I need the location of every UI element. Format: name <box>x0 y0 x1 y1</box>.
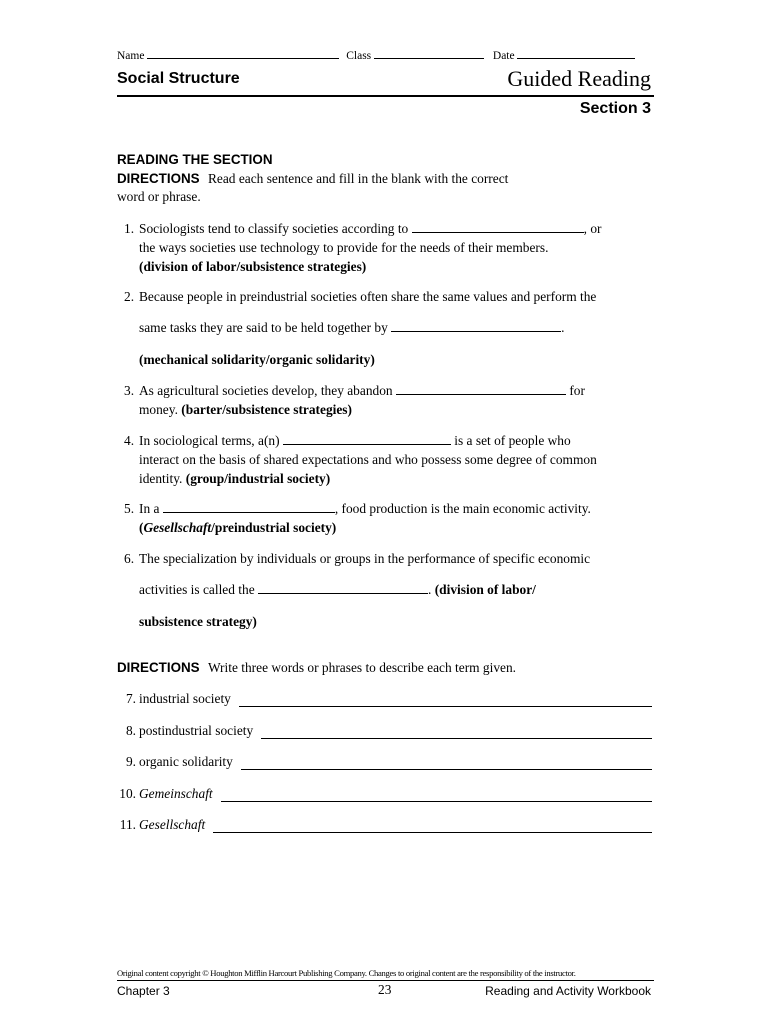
term-number: 9. <box>125 754 136 769</box>
answer-blank-2[interactable] <box>391 319 561 332</box>
term-answer-line[interactable] <box>239 706 652 707</box>
term-row <box>0 691 768 711</box>
question-3: 3. As agricultural societies develop, they abandon for money. (barter/subsistence strategies) <box>124 383 585 417</box>
name-label: Name <box>117 50 145 62</box>
terms-directions <box>117 660 516 676</box>
guided-reading-title: Guided Reading <box>507 66 651 91</box>
term-row <box>0 754 768 774</box>
question-number: 6. <box>124 551 135 566</box>
answer-blank-1[interactable] <box>412 220 584 233</box>
date-label: Date <box>492 50 515 62</box>
hint-2: (mechanical solidarity/organic solidarity) <box>139 352 375 367</box>
question-6: 6. The specialization by individuals or groups in the performance of specific economic activities is called the . (division of labor/ subsistence strategy) <box>124 550 134 569</box>
question-number: 1. <box>124 221 135 236</box>
term-label: organic solidarity <box>139 754 233 769</box>
term-row <box>0 817 768 837</box>
hint-3: (barter/subsistence strategies) <box>181 402 352 417</box>
term-number: 11. <box>119 817 136 832</box>
term-label: Gemeinschaft <box>139 785 213 801</box>
class-label: Class <box>346 50 372 62</box>
term-number: 7. <box>125 691 136 706</box>
terms-directions-text: Write three words or phrases to describe each term given. <box>207 660 517 675</box>
question-number: 3. <box>124 383 135 398</box>
question-5: 5. In a , food production is the main economic activity. (Gesellschaft/preindustrial society) <box>124 500 134 519</box>
term-label: postindustrial society <box>139 722 254 738</box>
question-1: 1. Sociologists tend to classify societies according to , or the ways societies use technology to provide for the needs of their members. (division of labor/subsistence strategies) <box>124 220 134 239</box>
copyright-notice: Original content copyright © Houghton Mifflin Harcourt Publishing Company. Changes to original content are the responsibility of the instructor. <box>117 968 576 978</box>
term-answer-line[interactable] <box>241 769 652 770</box>
hint-6b: subsistence strategy) <box>139 614 257 629</box>
directions-label-2: DIRECTIONS <box>117 660 200 675</box>
answer-blank-3[interactable] <box>396 382 566 395</box>
term-answer-line[interactable] <box>261 738 652 739</box>
hint-5: (Gesellschaft/preindustrial society) <box>139 520 337 535</box>
question-number: 5. <box>124 501 135 516</box>
term-number: 10. <box>119 785 136 801</box>
question-number: 2. <box>124 289 135 304</box>
footer-rule <box>117 980 654 981</box>
directions-text: Read each sentence and fill in the blank with the correct <box>207 171 509 186</box>
directions-line-1 <box>117 171 508 187</box>
section-label: Section 3 <box>579 100 651 117</box>
term-answer-line[interactable] <box>221 801 652 802</box>
directions-line-2: word or phrase. <box>117 189 201 204</box>
class-blank[interactable] <box>374 46 484 59</box>
term-number: 8. <box>125 722 136 738</box>
date-blank[interactable] <box>517 46 635 59</box>
term-row <box>0 786 768 806</box>
directions-label: DIRECTIONS <box>117 171 200 186</box>
term-row <box>0 723 768 743</box>
question-4: 4. In sociological terms, a(n) is a set of people who interact on the basis of shared expectations and who possess some degree of common identity. (group/industrial society) <box>124 433 597 486</box>
reading-heading: READING THE SECTION <box>117 152 273 167</box>
footer-workbook: Reading and Activity Workbook <box>485 984 651 998</box>
hint-4: (group/industrial society) <box>185 471 331 486</box>
header-fields-row <box>117 46 635 62</box>
term-label: Gesellschaft <box>139 817 206 832</box>
question-number: 4. <box>124 433 135 448</box>
chapter-title: Social Structure <box>117 70 240 87</box>
footer-chapter: Chapter 3 <box>117 984 170 998</box>
term-answer-line[interactable] <box>213 832 652 833</box>
hint-6: (division of labor/ <box>434 582 536 597</box>
hint-1: (division of labor/subsistence strategies) <box>139 259 367 274</box>
name-blank[interactable] <box>147 46 339 59</box>
question-2: 2. Because people in preindustrial societies often share the same values and perform the same tasks they are said to be held together by . (mechanical solidarity/organic solidarity) <box>124 288 134 307</box>
answer-blank-4[interactable] <box>283 432 451 445</box>
answer-blank-6[interactable] <box>258 581 428 594</box>
page-number: 23 <box>378 982 392 997</box>
term-label: industrial society <box>139 691 231 706</box>
answer-blank-5[interactable] <box>163 500 335 513</box>
header-rule <box>117 95 654 97</box>
